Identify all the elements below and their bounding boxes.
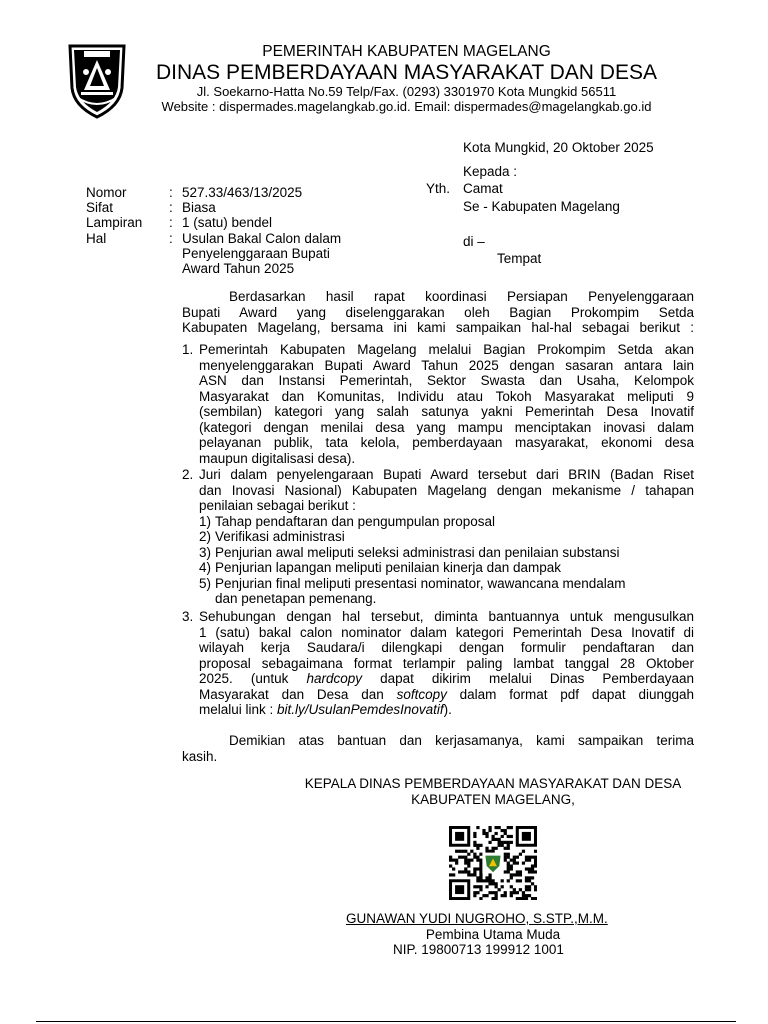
meta-value: Biasa xyxy=(182,200,216,215)
sub-item: 5) Penjurian final meliputi presentasi nominator, wawancana mendalam xyxy=(199,575,626,591)
recipient-di: di – xyxy=(463,234,485,249)
item-line: melalui link : bit.ly/UsulanPemdesInovatif). xyxy=(199,702,452,717)
recipient-org: Se - Kabupaten Magelang xyxy=(463,199,620,214)
header-agency: DINAS PEMBERDAYAAN MASYARAKAT DAN DESA xyxy=(155,61,657,84)
item-line: penilaian sebagai berikut : xyxy=(199,498,356,513)
sub-item: 3) Penjurian awal meliputi seleksi administrasi dan penilaian substansi xyxy=(199,544,620,560)
closing-paragraph xyxy=(182,733,694,764)
item-line: Pemerintah Kabupaten Magelang melalui Bagian Prokompim Setda akan xyxy=(199,342,694,357)
sub-item: 4) Penjurian lapangan meliputi penilaian kinerja dan dampak xyxy=(199,560,561,575)
recipient-kepada: Kepada : xyxy=(463,164,518,179)
recipient-place: Tempat xyxy=(497,251,542,266)
item-2-body xyxy=(199,467,694,607)
header-address: Jl. Soekarno-Hatta No.59 Telp/Fax. (0293) 3301970 Kota Mungkid 56511 xyxy=(196,84,617,99)
recipient-yth: Yth. xyxy=(426,181,451,196)
item-line: Sehubungan dengan hal tersebut, diminta bantuannya untuk mengusulkan xyxy=(199,609,694,624)
item-number: 3. xyxy=(182,609,194,624)
header-website: Website : dispermades.magelangkab.go.id. Email: dispermades@magelangkab.go.id xyxy=(161,99,652,114)
meta-hal-cont: Award Tahun 2025 xyxy=(182,261,295,276)
closing-line: kasih. xyxy=(182,748,218,764)
item-line: maupun digitalisasi desa). xyxy=(199,450,356,466)
item-number: 2. xyxy=(182,467,194,482)
item-line: Masyarakat dan Desa dan softcopy dalam format pdf dapat diunggah xyxy=(199,686,694,702)
item-3-body xyxy=(199,609,694,718)
item-line: Juri dalam penyelengaraan Bupati Award tersebut dari BRIN (Badan Riset xyxy=(199,467,694,482)
item-line: proposal sebagaimana format terlampir paling lambat tanggal 28 Oktober xyxy=(199,655,694,671)
sub-item: 2) Verifikasi administrasi xyxy=(199,529,345,544)
item-line: ASN dan Instansi Pemerintah, Sektor Swasta dan Usaha, Kelompok xyxy=(199,373,694,388)
recipient-name: Camat xyxy=(463,181,503,196)
item-line: Masyarakat dan Komunitas, Individu atau Tokoh Masyarakat meliputi 9 xyxy=(199,388,694,404)
meta-sep: : xyxy=(169,200,173,215)
item-line: (sembilan) kategori yang salah satunya yakni Pemerintah Desa Inovatif xyxy=(199,404,694,419)
meta-label: Nomor xyxy=(86,185,127,200)
sub-item: 1) Tahap pendaftaran dan pengumpulan proposal xyxy=(199,513,495,529)
meta-hal-cont: Penyelenggaraan Bupati xyxy=(182,246,330,261)
meta-label: Hal xyxy=(86,231,107,246)
intro-line: Bupati Award yang diselenggarakan oleh Bagian Prokompim Setda xyxy=(182,304,694,320)
header-government: PEMERINTAH KABUPATEN MAGELANG xyxy=(262,43,551,60)
upload-link[interactable]: bit.ly/UsulanPemdesInovatif xyxy=(277,702,444,717)
signatory-rank: Pembina Utama Muda xyxy=(425,927,561,942)
meta-value: 527.33/463/13/2025 xyxy=(182,185,303,200)
intro-line: Kabupaten Magelang, bersama ini kami sampaikan hal-hal sebagai berikut : xyxy=(182,320,694,335)
meta-sep: : xyxy=(169,231,173,246)
item-line: pelayanan publik, tata kelola, pemberdayaan masyarakat, ekonomi desa xyxy=(199,435,694,450)
intro-paragraph xyxy=(182,289,694,336)
signatory-nip: NIP. 19800713 199912 1001 xyxy=(393,942,564,957)
intro-line: Berdasarkan hasil rapat koordinasi Persiapan Penyelenggaraan xyxy=(229,289,694,304)
qr-code-icon xyxy=(449,826,537,900)
signature-title-2: KABUPATEN MAGELANG, xyxy=(411,792,575,807)
meta-value: 1 (satu) bendel xyxy=(182,215,273,230)
item-line: 1 (satu) bakal calon nominator dalam kategori Pemerintah Desa Inovatif di xyxy=(199,624,694,640)
item-1-body xyxy=(199,342,694,466)
meta-value: Usulan Bakal Calon dalam xyxy=(182,231,342,246)
item-line: 2025. (untuk hardcopy dapat dikirim melalui Dinas Pemberdayaan xyxy=(199,671,694,686)
item-line: (kategori dengan menilai desa yang mampu menciptakan inovasi dalam xyxy=(199,419,694,435)
item-line: menyelenggarakan Bupati Award Tahun 2025 dengan sasaran antara lain xyxy=(199,357,694,373)
signature-title: KEPALA DINAS PEMBERDAYAAN MASYARAKAT DAN DESA xyxy=(304,776,682,791)
item-line: wilayah kerja Saudara/i dilengkapi dengan formulir pendaftaran dan xyxy=(199,640,694,655)
item-number: 1. xyxy=(182,342,194,357)
meta-label: Sifat xyxy=(86,200,114,215)
meta-label: Lampiran xyxy=(86,215,143,230)
item-line: dan Inovasi Nasional) Kabupaten Magelang dengan mekanisme / tahapan xyxy=(199,482,694,498)
meta-sep: : xyxy=(169,215,173,230)
meta-sep: : xyxy=(169,185,173,200)
footer-divider xyxy=(36,1021,736,1022)
signatory-name: GUNAWAN YUDI NUGROHO, S.STP.,M.M. xyxy=(346,911,608,926)
letter-date: Kota Mungkid, 20 Oktober 2025 xyxy=(463,140,654,155)
closing-line: Demikian atas bantuan dan kerjasamanya, kami sampaikan terima xyxy=(229,733,694,748)
sub-item-cont: dan penetapan pemenang. xyxy=(215,591,377,606)
